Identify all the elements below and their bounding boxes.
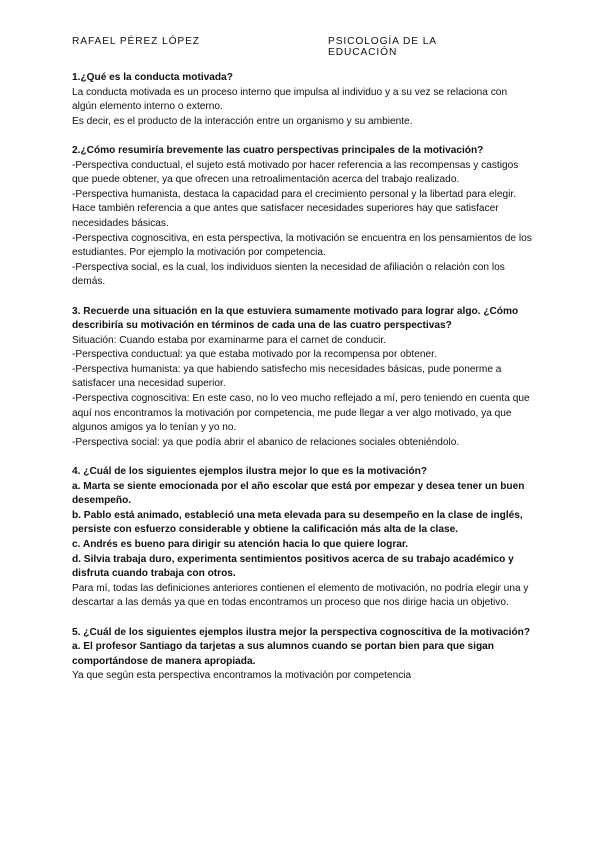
- author-name: RAFAEL PÉREZ LÓPEZ: [72, 36, 200, 47]
- question-3-paragraph: -Perspectiva social: ya que podía abrir el abanico de relaciones sociales obteniéndolo.: [72, 436, 460, 448]
- question-3-paragraph: -Perspectiva humanista: ya que habiendo satisfecho mis necesidades básicas, pude ponerme a satisfacer una necesidad superior.: [72, 363, 502, 390]
- question-3-paragraph: -Perspectiva conductual: ya que estaba motivado por la recompensa por obtener.: [72, 349, 437, 361]
- question-4-option: d. Silvia trabaja duro, experimenta sentimientos positivos acerca de su trabajo académico y disfruta cuando trabaja con otros.: [72, 553, 514, 580]
- document-body: [72, 71, 534, 699]
- question-4-option: c. Andrés es bueno para dirigir su atención hacia lo que quiere lograr.: [72, 539, 409, 550]
- question-3-heading: 3. Recuerde una situación en la que estuviera sumamente motivado para lograr algo. ¿Cómo describiría su motivación en términos de cada una de las cuatro perspectivas?: [72, 305, 519, 332]
- question-2-paragraph: -Perspectiva conductual, el sujeto está motivado por hacer referencia a las recompensas y castigos que puede obtener, ya que ofrecen una retroalimentación acerca del trabajo realizado.: [72, 159, 519, 186]
- question-1-paragraph: Es decir, es el producto de la interacción entre un organismo y su ambiente.: [72, 115, 413, 127]
- question-2-heading: 2.¿Cómo resumiría brevemente las cuatro perspectivas principales de la motivación?: [72, 144, 484, 156]
- question-4-heading: 4. ¿Cuál de los siguientes ejemplos ilustra mejor lo que es la motivación?: [72, 466, 428, 478]
- question-4-option: a. Marta se siente emocionada por el año escolar que está por empezar y desea tener un buen desempeño.: [72, 480, 525, 507]
- question-1-heading: 1.¿Qué es la conducta motivada?: [72, 72, 233, 83]
- question-1-section: [72, 71, 534, 129]
- page-header: [72, 36, 506, 58]
- question-4-section: [72, 465, 534, 611]
- question-5-heading: 5. ¿Cuál de los siguientes ejemplos ilustra mejor la perspectiva cognoscitiva de la motivación?: [72, 626, 531, 638]
- question-5-option: a. El profesor Santiago da tarjetas a sus alumnos cuando se portan bien para que sigan comportándose de manera apropiada.: [72, 641, 494, 667]
- question-2-section: [72, 144, 534, 290]
- question-2-paragraph: -Perspectiva social, es la cual, los individuos sienten la necesidad de afiliación o relación con los demás.: [72, 261, 505, 288]
- question-5-section: [72, 626, 534, 684]
- question-2-paragraph: -Perspectiva cognoscitiva, en esta perspectiva, la motivación se encuentra en los pensamientos de los estudiantes. Por ejemplo la motivación por competencia.: [72, 232, 532, 259]
- question-1-paragraph: La conducta motivada es un proceso interno que impulsa al individuo y a su vez se relaciona con algún elemento interno o externo.: [72, 86, 508, 113]
- question-4-answer: Para mí, todas las definiciones anteriores contienen el elemento de motivación, no podría elegir una y descartar a las demás ya que en todas encontramos un proceso que nos dirige hacia un objetivo.: [72, 582, 529, 609]
- question-4-option: b. Pablo está animado, estableció una meta elevada para su desempeño en la clase de inglés, persiste con esfuerzo considerable y obtiene la calificación más alta de la clase.: [72, 509, 523, 536]
- question-2-paragraph: -Perspectiva humanista, destaca la capacidad para el crecimiento personal y la libertad para elegir. Hace también referencia a que antes que satisfacer necesidades superiores hay que satisfacer necesidades básicas.: [72, 188, 517, 229]
- question-5-answer: Ya que según esta perspectiva encontramos la motivación por competencia: [72, 670, 412, 682]
- question-3-section: [72, 305, 534, 451]
- course-title: PSICOLOGÍA DE LA EDUCACIÓN: [328, 36, 437, 58]
- question-3-paragraph: -Perspectiva cognoscitiva: En este caso, no lo veo mucho reflejado a mí, pero teniendo en cuenta que aquí nos encontramos la motivación por competencia, me pude llegar a ver algo motivado, ya que algunos amigos ya lo tenían y yo no.: [72, 393, 530, 434]
- question-3-paragraph: Situación: Cuando estaba por examinarme para el carnet de conducir.: [72, 334, 387, 346]
